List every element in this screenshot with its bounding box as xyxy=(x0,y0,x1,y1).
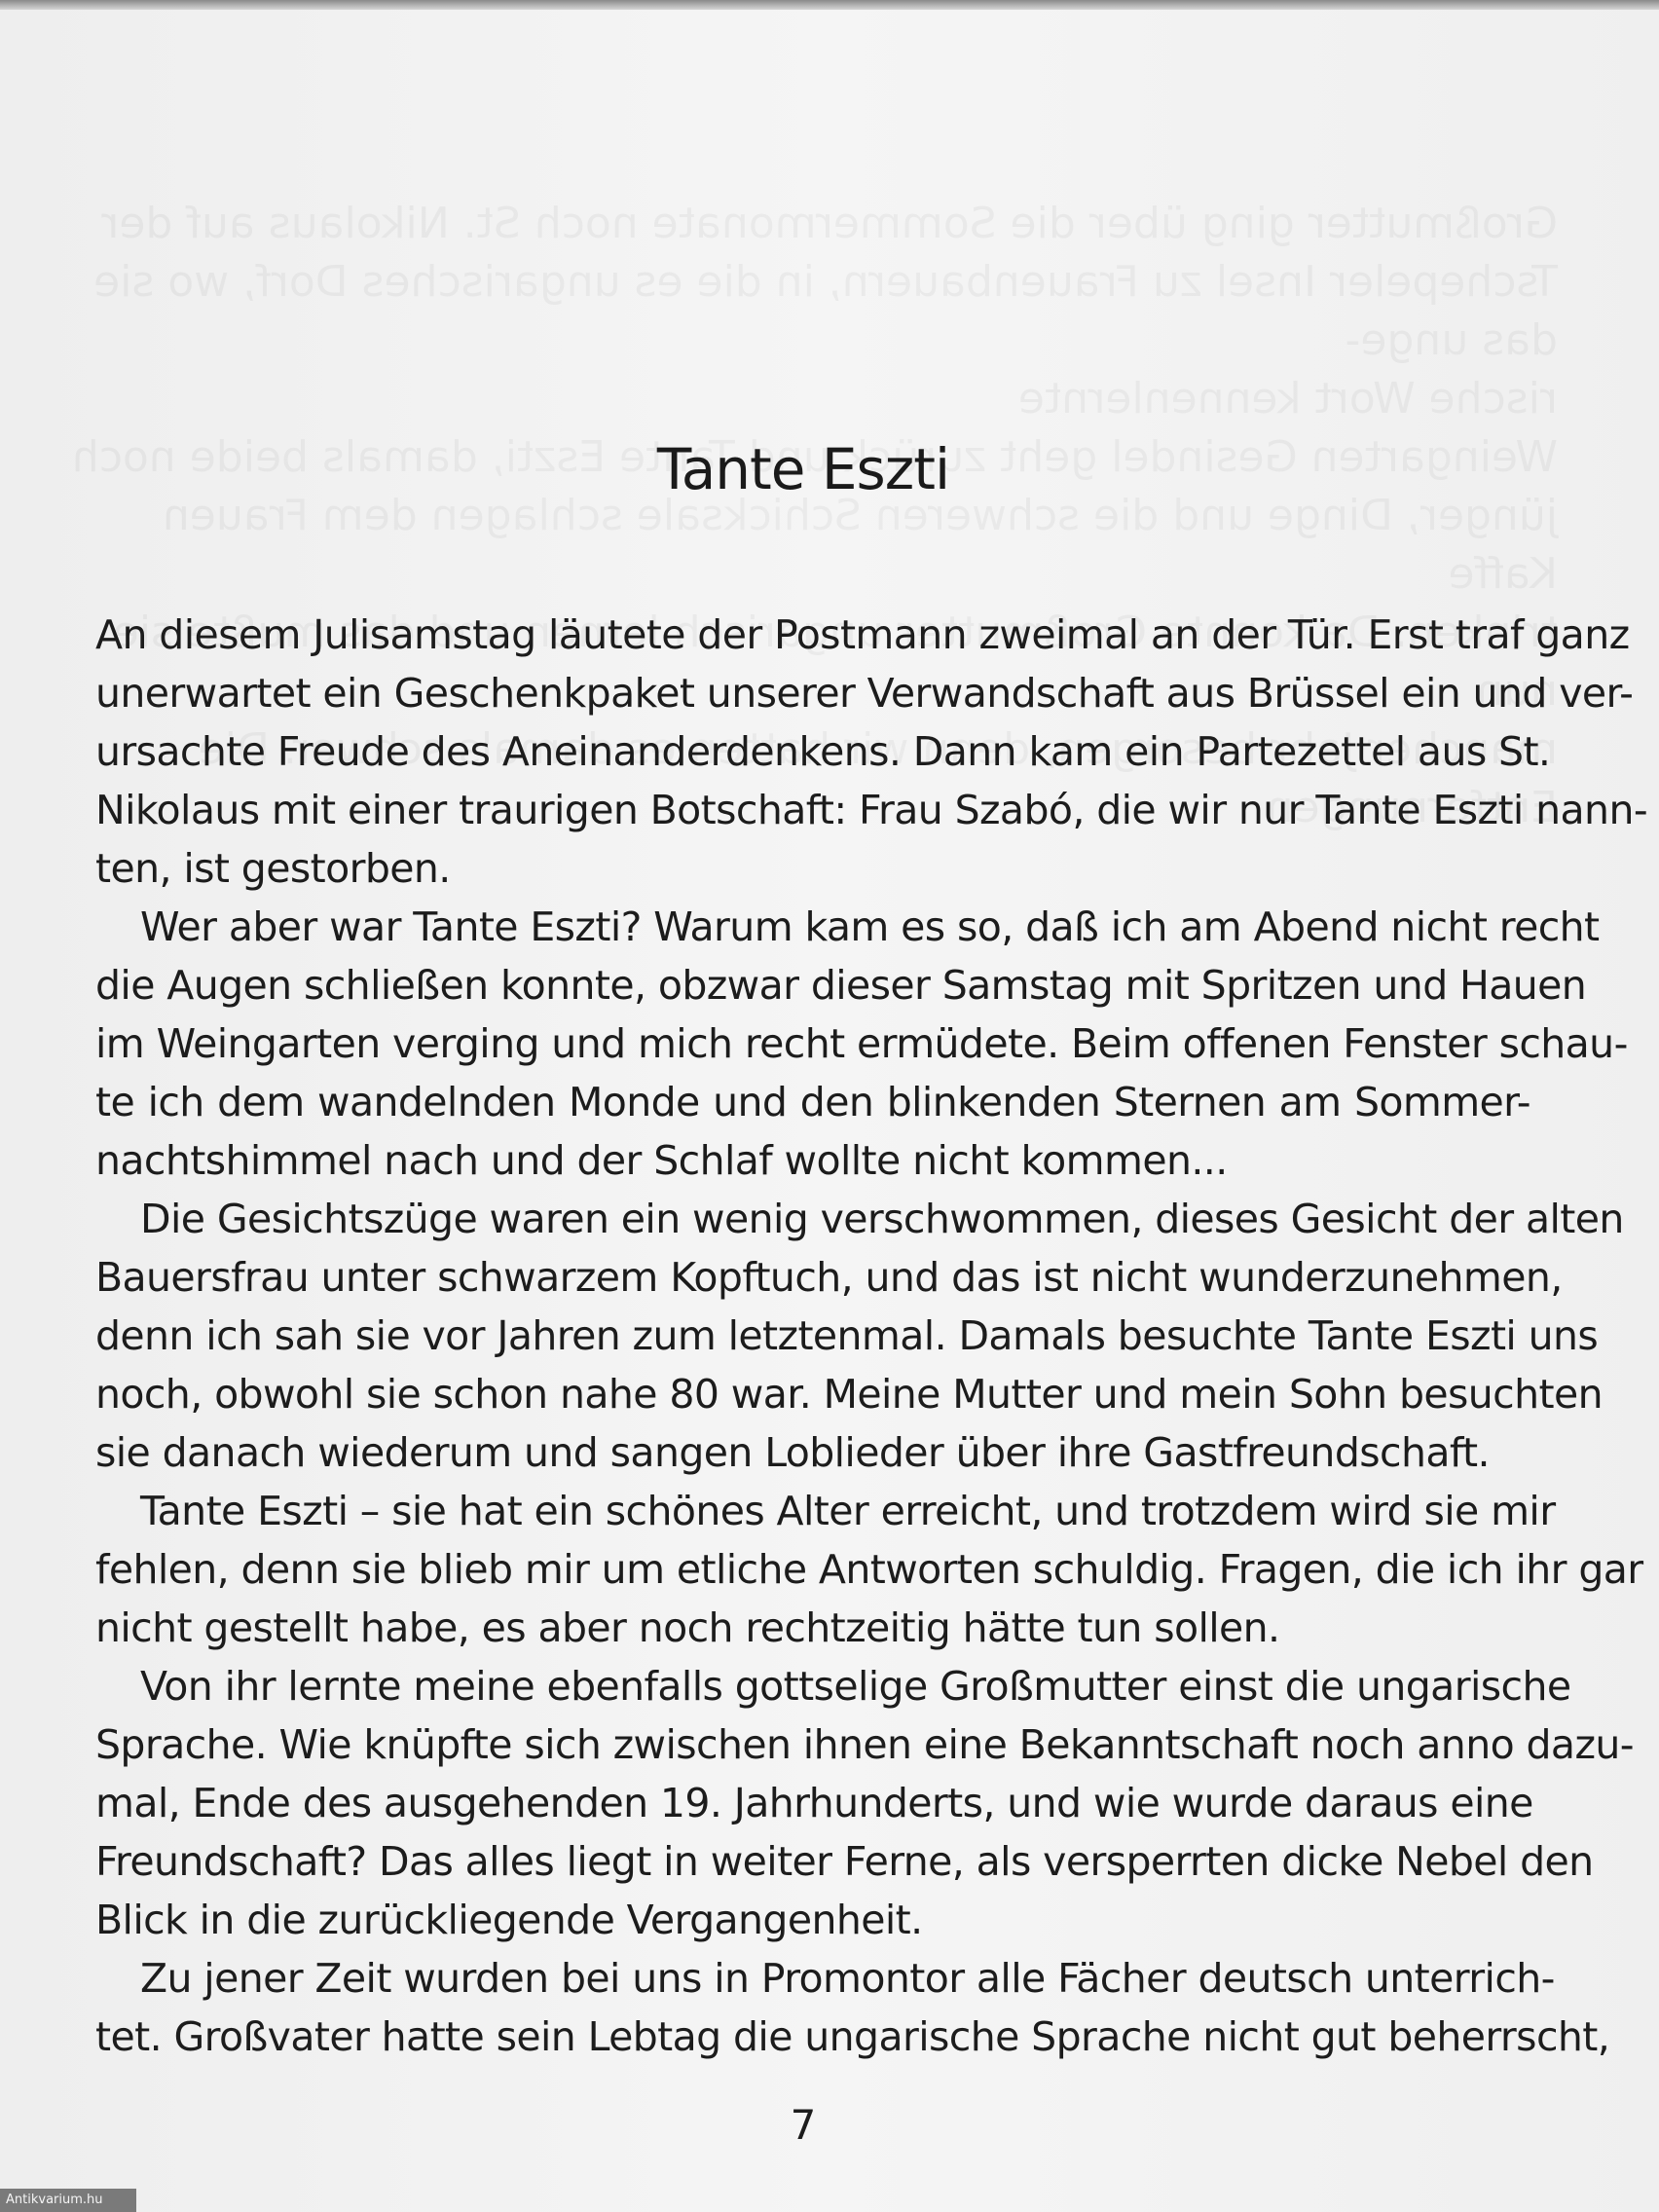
paragraph-4 xyxy=(95,1482,1643,1657)
text-line: Tante Eszti – sie hat ein schönes Alter erreicht, und trotzdem wird sie mir xyxy=(140,1488,1556,1534)
watermark-label: Antikvarium.hu xyxy=(0,2189,136,2212)
text-line: tet. Großvater hatte sein Lebtag die ungarische Sprache nicht gut beherrscht, xyxy=(95,2013,1610,2060)
text-line: unerwartet ein Geschenkpaket unserer Verwandschaft aus Brüssel ein und ver- xyxy=(95,670,1634,717)
text-line: Nikolaus mit einer traurigen Botschaft: Frau Szabó, die wir nur Tante Eszti nann- xyxy=(95,787,1648,833)
text-line: nicht gestellt habe, es aber noch rechtzeitig hätte tun sollen. xyxy=(95,1604,1280,1651)
text-line: nachtshimmel nach und der Schlaf wollte nicht kommen... xyxy=(95,1137,1228,1184)
text-line: fehlen, denn sie blieb mir um etliche Antworten schuldig. Fragen, die ich ihr gar xyxy=(95,1546,1643,1593)
paragraph-6 xyxy=(95,1949,1610,2066)
chapter-title: Tante Eszti xyxy=(656,436,950,502)
text-line: Blick in die zurückliegende Vergangenheit. xyxy=(95,1897,923,1943)
text-line: An diesem Julisamstag läutete der Postmann zweimal an der Tür. Erst traf ganz xyxy=(95,611,1630,658)
text-line: die Augen schließen konnte, obzwar dieser Samstag mit Spritzen und Hauen xyxy=(95,962,1587,1009)
text-line: ten, ist gestorben. xyxy=(95,845,451,892)
body-text xyxy=(95,606,1648,2066)
text-line: Zu jener Zeit wurden bei uns in Promontor alle Fächer deutsch unterrich- xyxy=(140,1955,1555,2002)
text-line: Freundschaft? Das alles liegt in weiter Ferne, als versperrten dicke Nebel den xyxy=(95,1838,1594,1885)
paragraph-2 xyxy=(95,898,1628,1190)
text-line: te ich dem wandelnden Monde und den blinkenden Sternen am Sommer- xyxy=(95,1079,1530,1125)
text-line: sie danach wiederum und sangen Loblieder über ihre Gastfreundschaft. xyxy=(95,1429,1490,1476)
text-line: Sprache. Wie knüpfte sich zwischen ihnen eine Bekanntschaft noch anno dazu- xyxy=(95,1721,1634,1768)
page-number: 7 xyxy=(790,2101,817,2149)
text-line: Wer aber war Tante Eszti? Warum kam es so, daß ich am Abend nicht recht xyxy=(140,903,1600,950)
text-line: ursachte Freude des Aneinanderdenkens. Dann kam ein Partezettel aus St. xyxy=(95,728,1551,775)
paragraph-5 xyxy=(95,1657,1634,1949)
paragraph-1 xyxy=(95,606,1648,898)
page-top-edge xyxy=(0,0,1659,10)
paragraph-3 xyxy=(95,1190,1624,1482)
text-line: im Weingarten verging und mich recht ermüdete. Beim offenen Fenster schau- xyxy=(95,1020,1628,1067)
text-line: denn ich sah sie vor Jahren zum letztenmal. Damals besuchte Tante Eszti uns xyxy=(95,1312,1599,1359)
text-line: Bauersfrau unter schwarzem Kopftuch, und das ist nicht wunderzunehmen, xyxy=(95,1254,1563,1301)
text-line: Die Gesichtszüge waren ein wenig verschwommen, dieses Gesicht der alten xyxy=(140,1196,1624,1242)
text-line: Von ihr lernte meine ebenfalls gottselige Großmutter einst die ungarische xyxy=(140,1663,1571,1710)
text-line: mal, Ende des ausgehenden 19. Jahrhunderts, und wie wurde daraus eine xyxy=(95,1780,1533,1826)
text-line: noch, obwohl sie schon nahe 80 war. Meine Mutter und mein Sohn besuchten xyxy=(95,1371,1603,1418)
